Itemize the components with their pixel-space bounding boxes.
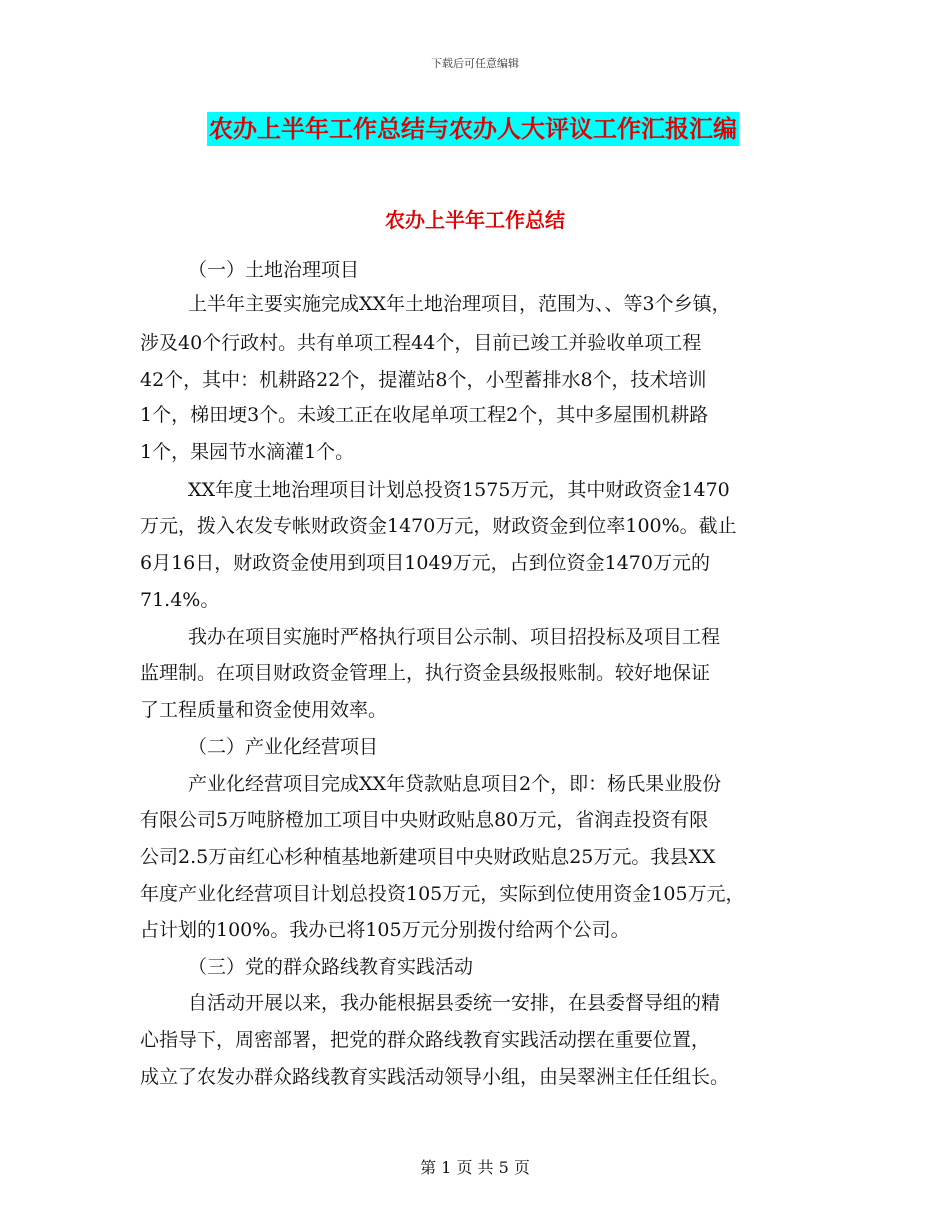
document-title: 农办上半年工作总结与农办人大评议工作汇报汇编 [207,112,739,146]
page-number: 第 1 页 共 5 页 [420,1158,530,1177]
paragraph-line: 上半年主要实施完成XX年土地治理项目，范围为、、等3个乡镇， [188,293,731,315]
paragraph-line: 占计划的100%。我办已将105万元分别拨付给两个公司。 [140,919,630,941]
section-title: 农办上半年工作总结 [385,208,565,232]
paragraph-line: XX年度土地治理项目计划总投资1575万元，其中财政资金1470 [188,479,730,501]
paragraph-line: 涉及40个行政村。共有单项工程44个，目前已竣工并验收单项工程 [140,332,702,354]
paragraph-line: 42个，其中：机耕路22个，提灌站8个，小型蓄排水8个，技术培训 [140,369,707,391]
paragraph-line: 6月16日，财政资金使用到项目1049万元，占到位资金1470万元的 [140,552,710,574]
paragraph-line: 我办在项目实施时严格执行项目公示制、项目招投标及项目工程 [188,626,721,648]
paragraph-line: 71.4%。 [140,589,220,611]
subheading: （二）产业化经营项目 [188,736,379,758]
paragraph-line: 公司2.5万亩红心杉种植基地新建项目中央财政贴息25万元。我县XX [140,846,716,868]
paragraph-line: 成立了农发办群众路线教育实践活动领导小组，由吴翠洲主任任组长。 [140,1066,730,1088]
paragraph-line: 1个，果园节水滴灌1个。 [140,441,355,463]
page-header-note: 下载后可任意编辑 [431,57,519,70]
paragraph-line: 有限公司5万吨脐橙加工项目中央财政贴息80万元，省润垚投资有限 [140,809,709,831]
paragraph-line: 产业化经营项目完成XX年贷款贴息项目2个，即：杨氏果业股份 [188,773,722,795]
paragraph-line: 1个，梯田埂3个。未竣工正在收尾单项工程2个，其中多屋围机耕路 [140,404,709,426]
paragraph-line: 了工程质量和资金使用效率。 [140,699,388,721]
subheading: （一）土地治理项目 [188,259,360,281]
subheading: （三）党的群众路线教育实践活动 [188,956,474,978]
paragraph-line: 监理制。在项目财政资金管理上，执行资金县级报账制。较好地保证 [140,662,711,684]
paragraph-line: 年度产业化经营项目计划总投资105万元，实际到位使用资金105万元， [140,883,745,905]
paragraph-line: 自活动开展以来，我办能根据县委统一安排，在县委督导组的精 [188,992,721,1014]
paragraph-line: 心指导下，周密部署，把党的群众路线教育实践活动摆在重要位置， [140,1029,711,1051]
paragraph-line: 万元，拨入农发专帐财政资金1470万元，财政资金到位率100%。截止 [140,515,737,537]
